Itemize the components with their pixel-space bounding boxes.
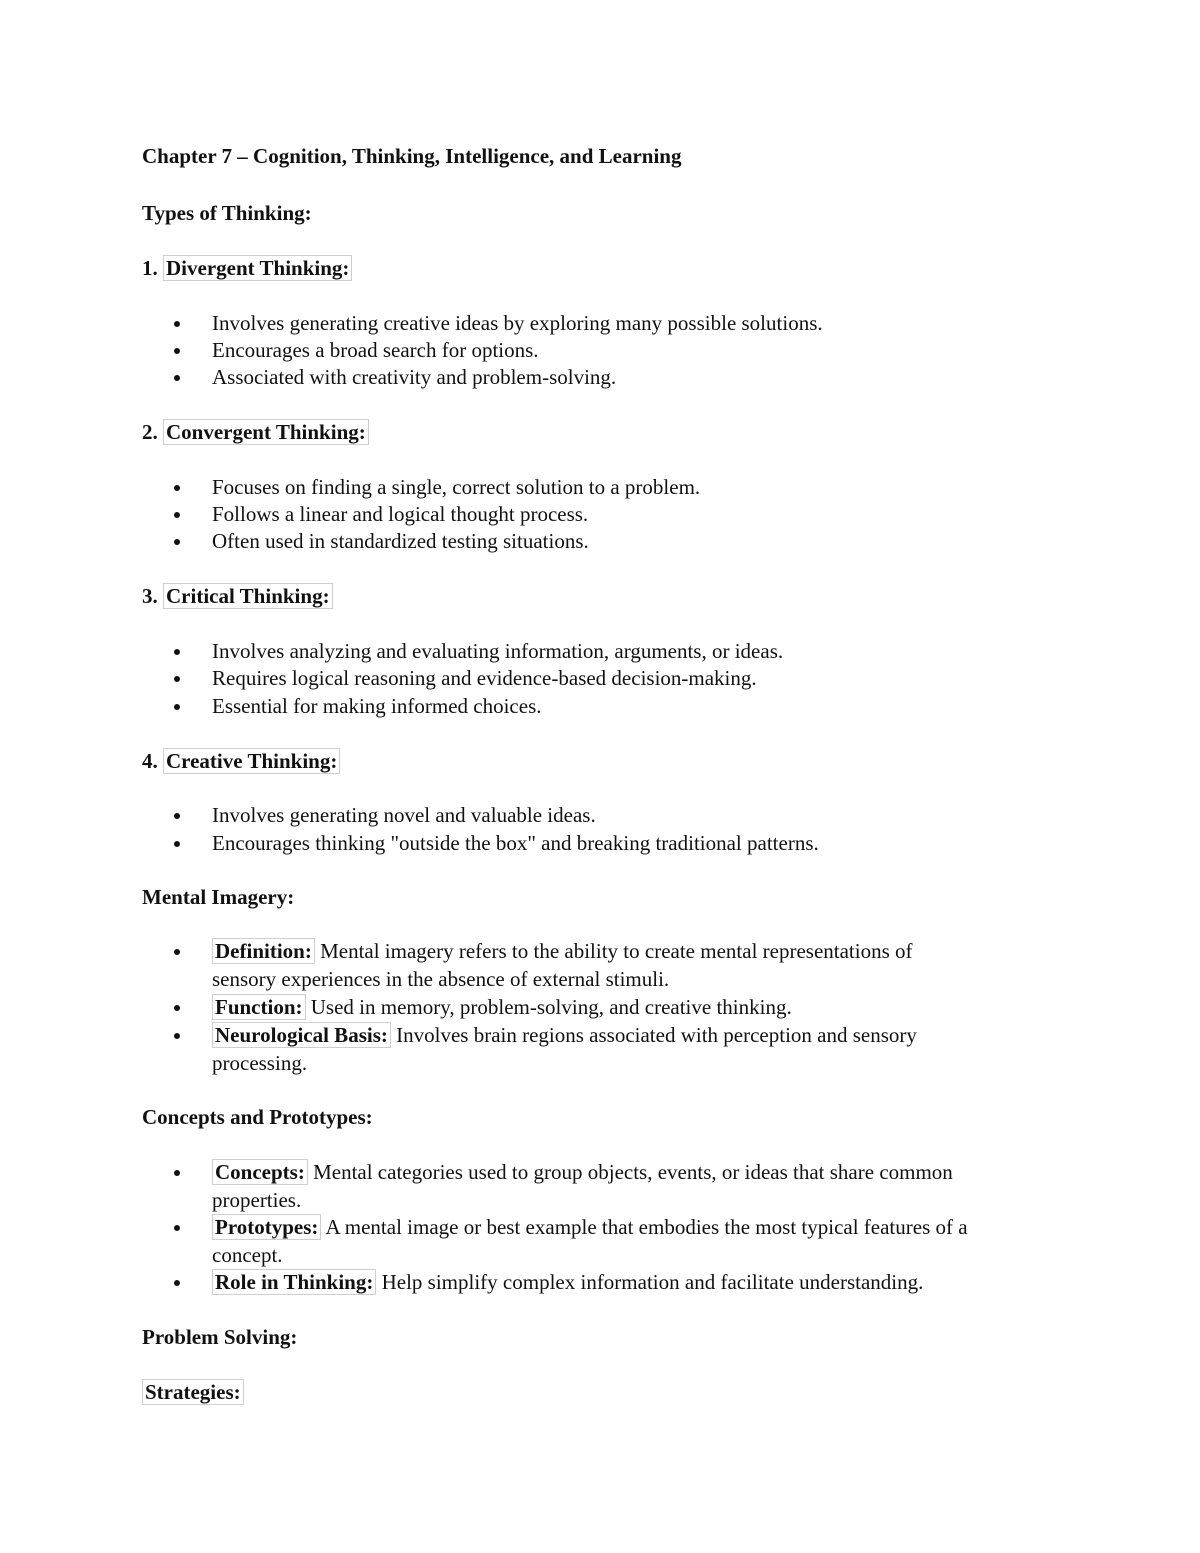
list-item: Often used in standardized testing situations. xyxy=(212,529,589,553)
term-description: Help simplify complex information and facilitate understanding. xyxy=(376,1270,924,1294)
list-item xyxy=(212,1022,917,1049)
section-label: Critical Thinking: xyxy=(163,583,333,609)
strategies-heading xyxy=(142,1379,244,1405)
section-heading xyxy=(142,748,340,774)
list-item: Involves generating novel and valuable ideas. xyxy=(212,803,596,827)
section-heading xyxy=(142,255,352,281)
list-item-continuation: concept. xyxy=(212,1243,283,1267)
term-description: Mental categories used to group objects, events, or ideas that share common xyxy=(307,1160,953,1184)
section-heading xyxy=(142,419,369,445)
term-description: Involves brain regions associated with perception and sensory xyxy=(390,1023,917,1047)
bullet-icon xyxy=(174,539,180,545)
term-label: Definition: xyxy=(212,938,315,964)
problem-solving-heading: Problem Solving: xyxy=(142,1325,298,1349)
chapter-title: Chapter 7 – Cognition, Thinking, Intelligence, and Learning xyxy=(142,144,682,168)
list-item: Associated with creativity and problem-solving. xyxy=(212,365,617,389)
section-label: Convergent Thinking: xyxy=(163,419,369,445)
list-item xyxy=(212,938,913,965)
bullet-icon xyxy=(174,949,180,955)
list-item: Follows a linear and logical thought process. xyxy=(212,502,589,526)
list-item: Encourages a broad search for options. xyxy=(212,338,539,362)
term-description: Mental imagery refers to the ability to create mental representations of xyxy=(314,939,913,963)
section-label: Divergent Thinking: xyxy=(163,255,352,281)
list-item-continuation: sensory experiences in the absence of external stimuli. xyxy=(212,967,670,991)
term-label: Prototypes: xyxy=(212,1214,321,1240)
bullet-icon xyxy=(174,512,180,518)
list-item xyxy=(212,1159,953,1186)
list-item: Encourages thinking "outside the box" and breaking traditional patterns. xyxy=(212,831,819,855)
section-number: 1. xyxy=(142,256,158,280)
types-heading: Types of Thinking: xyxy=(142,201,312,225)
bullet-icon xyxy=(174,649,180,655)
list-item: Involves generating creative ideas by exploring many possible solutions. xyxy=(212,311,823,335)
list-item: Essential for making informed choices. xyxy=(212,694,542,718)
term-label: Function: xyxy=(212,994,306,1020)
section-number: 3. xyxy=(142,584,158,608)
list-item: Focuses on finding a single, correct solution to a problem. xyxy=(212,475,701,499)
strategies-label: Strategies: xyxy=(142,1379,244,1405)
list-item: Involves analyzing and evaluating information, arguments, or ideas. xyxy=(212,639,784,663)
term-label: Concepts: xyxy=(212,1159,308,1185)
section-label: Creative Thinking: xyxy=(163,748,340,774)
term-description: Used in memory, problem-solving, and creative thinking. xyxy=(305,995,792,1019)
bullet-icon xyxy=(174,1170,180,1176)
bullet-icon xyxy=(174,1033,180,1039)
bullet-icon xyxy=(174,321,180,327)
bullet-icon xyxy=(174,485,180,491)
bullet-icon xyxy=(174,704,180,710)
bullet-icon xyxy=(174,375,180,381)
list-item xyxy=(212,994,792,1021)
mental-imagery-heading: Mental Imagery: xyxy=(142,885,295,909)
term-label: Neurological Basis: xyxy=(212,1022,391,1048)
list-item: Requires logical reasoning and evidence-based decision-making. xyxy=(212,666,757,690)
bullet-icon xyxy=(174,676,180,682)
list-item xyxy=(212,1214,968,1241)
bullet-icon xyxy=(174,1280,180,1286)
term-description: A mental image or best example that embodies the most typical features of a xyxy=(321,1215,968,1239)
bullet-icon xyxy=(174,841,180,847)
section-heading xyxy=(142,583,333,609)
bullet-icon xyxy=(174,1225,180,1231)
term-label: Role in Thinking: xyxy=(212,1269,376,1295)
concepts-heading: Concepts and Prototypes: xyxy=(142,1105,373,1129)
bullet-icon xyxy=(174,348,180,354)
bullet-icon xyxy=(174,1005,180,1011)
list-item xyxy=(212,1269,923,1296)
section-number: 4. xyxy=(142,749,158,773)
section-number: 2. xyxy=(142,420,158,444)
list-item-continuation: properties. xyxy=(212,1188,302,1212)
bullet-icon xyxy=(174,813,180,819)
list-item-continuation: processing. xyxy=(212,1051,308,1075)
